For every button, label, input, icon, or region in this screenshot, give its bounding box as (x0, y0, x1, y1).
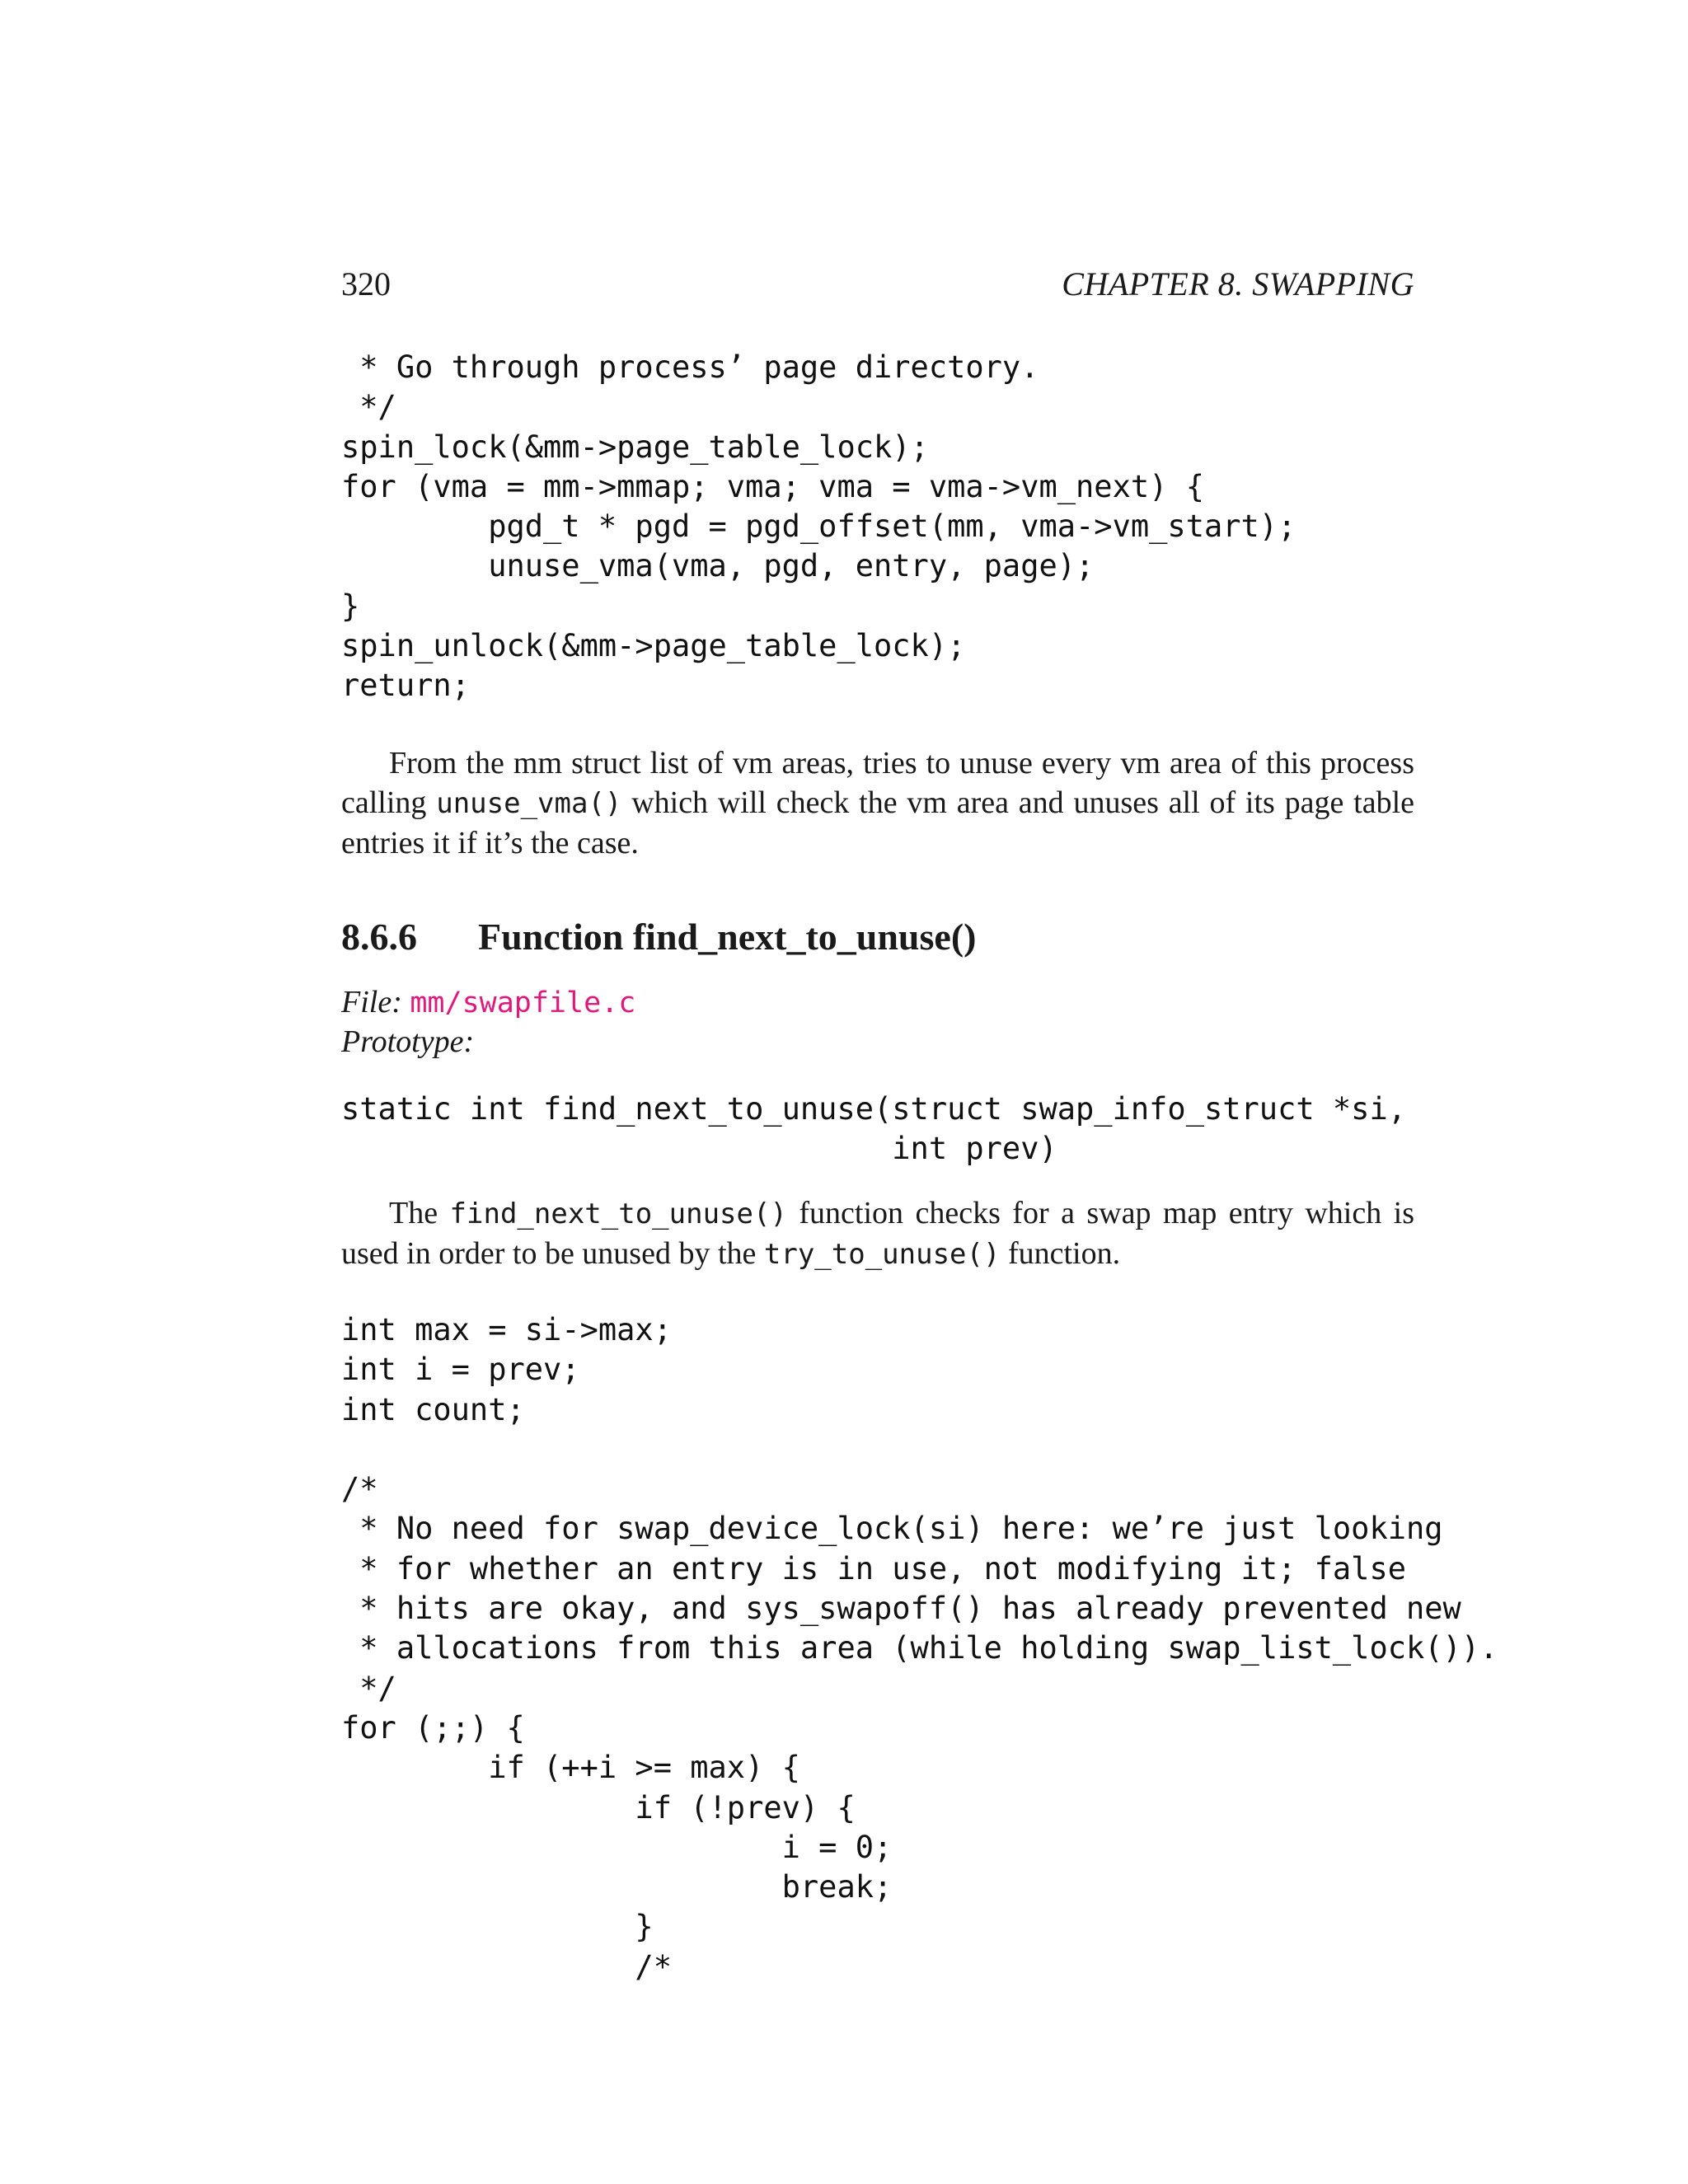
section-title: Function find_next_to_unuse() (478, 916, 977, 958)
page-header (341, 262, 1414, 307)
paragraph-find-next (341, 1193, 1414, 1274)
paragraph-text: The (389, 1196, 450, 1230)
code-line: * for whether an entry is in use, not modifying it; false (341, 1550, 1407, 1586)
code-line: static int find_next_to_unuse(struct swap_info_struct *si, (341, 1091, 1407, 1127)
inline-code: unuse_vma() (436, 787, 622, 820)
inline-code: find_next_to_unuse() (449, 1197, 787, 1230)
code-line: /* (341, 1948, 672, 1985)
file-line (341, 982, 635, 1023)
code-line: */ (341, 389, 396, 425)
code-line: spin_lock(&mm->page_table_lock); (341, 429, 929, 465)
code-line: pgd_t * pgd = pgd_offset(mm, vma->vm_start); (341, 509, 1296, 545)
prototype-line (341, 1022, 474, 1062)
paragraph-text: which will check the vm area and unuses all of its page table entries it if it’s the case. (341, 785, 1415, 860)
paragraph-text: From the mm struct list of vm areas, tries to unuse every vm area of this process calling (341, 746, 1414, 820)
code-line (341, 1430, 1498, 1469)
code-line: return; (341, 668, 470, 704)
inline-code: try_to_unuse() (763, 1238, 1001, 1271)
paragraph-unuse-vma (341, 743, 1414, 863)
file-path-link[interactable]: mm/swapfile.c (410, 987, 636, 1019)
code-line: * allocations from this area (while holding swap_list_lock()). (341, 1630, 1498, 1666)
code-line: if (++i >= max) { (341, 1750, 800, 1786)
code-line: } (341, 588, 360, 624)
paragraph-text: function. (1000, 1236, 1121, 1271)
section-number: 8.6.6 (341, 916, 417, 958)
code-line: * No need for swap_device_lock(si) here: we’re just looking (341, 1511, 1443, 1547)
code-line: break; (341, 1869, 893, 1905)
code-line: int count; (341, 1391, 525, 1427)
code-line: for (vma = mm->mmap; vma; vma = vma->vm_next) { (341, 468, 1204, 504)
code-block-unuse-process (341, 348, 1296, 706)
code-line: for (;;) { (341, 1709, 525, 1746)
code-line: spin_unlock(&mm->page_table_lock); (341, 628, 966, 664)
running-head: CHAPTER 8. SWAPPING (1062, 265, 1414, 302)
paragraph-text: function checks for a swap map entry which is used in order to be unused by the (341, 1196, 1414, 1271)
code-line: if (!prev) { (341, 1789, 856, 1825)
file-label: File: (341, 985, 402, 1019)
code-line: int i = prev; (341, 1352, 580, 1388)
code-line: * hits are okay, and sys_swapoff() has already prevented new (341, 1591, 1461, 1627)
prototype-label: Prototype: (341, 1024, 475, 1059)
code-line: */ (341, 1670, 396, 1706)
section-heading (341, 912, 1414, 963)
code-line: unuse_vma(vma, pgd, entry, page); (341, 548, 1095, 584)
code-line: int prev) (341, 1131, 1057, 1167)
code-block-find-next-body (341, 1310, 1498, 1987)
code-block-prototype (341, 1090, 1406, 1169)
code-line: i = 0; (341, 1829, 893, 1865)
code-line: int max = si->max; (341, 1312, 672, 1347)
page-number: 320 (341, 265, 391, 302)
code-line: * Go through process’ page directory. (341, 349, 1039, 385)
code-line: } (341, 1909, 654, 1945)
code-line: /* (341, 1471, 378, 1507)
